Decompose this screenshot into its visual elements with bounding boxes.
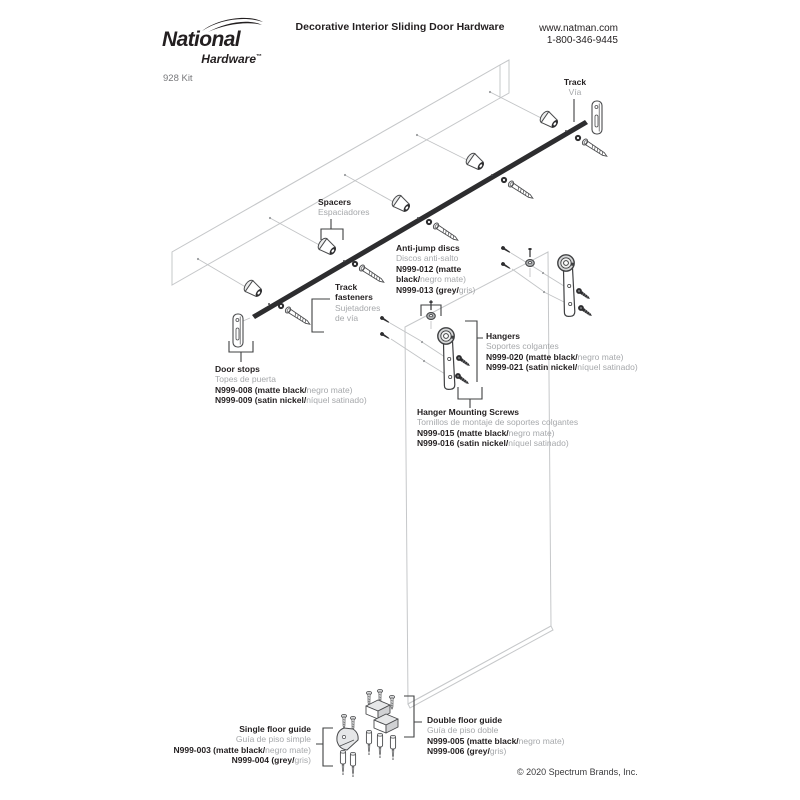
hanger-right-graphic [558, 255, 575, 317]
track-fasteners-label: Track fasteners Sujetadores de vía [335, 282, 381, 324]
copyright-notice: © 2020 Spectrum Brands, Inc. [517, 767, 638, 777]
page-title: Decorative Interior Sliding Door Hardware [295, 21, 505, 33]
brand-subtitle [163, 52, 262, 66]
door-stop-right-graphic [592, 101, 602, 134]
door-panel-graphic [405, 252, 553, 708]
track-label: Track Vía [563, 77, 587, 98]
brand-name: National [162, 28, 241, 51]
single-floor-guide-graphic [337, 714, 358, 776]
single-floor-guide-label: Single floor guide Guía de piso simple N999-003 (matte black/negro mate) N999-004 (grey/gris) [173, 724, 311, 766]
double-floor-guide-graphic [366, 689, 398, 759]
door-stop-left-graphic [233, 314, 243, 347]
hanger-mounting-screws-label: Hanger Mounting Screws Tornillos de montaje de soportes colgantes N999-015 (matte black/negro mate) N999-016 (satin nickel/níquel satinado) [417, 407, 579, 449]
hangers-label: Hangers Soportes colgantes N999-020 (matte black/negro mate) N999-021 (satin nickel/níquel satinado) [486, 331, 638, 373]
website: www.natman.com [539, 23, 618, 34]
kit-number: 928 Kit [163, 73, 193, 84]
brand-subtitle-text: Hardware [201, 52, 256, 66]
contact-info [480, 23, 618, 47]
trademark-symbol: ™ [256, 54, 262, 60]
anti-jump-discs-label: Anti-jump discs Discos anti-salto N999-012 (matte black/negro mate) N999-013 (grey/gris) [396, 243, 476, 295]
phone-number: 1-800-346-9445 [546, 35, 618, 46]
spacers-label: Spacers Espaciadores [318, 197, 370, 218]
double-floor-guide-label: Double floor guide Guía de piso doble N999-005 (matte black/negro mate) N999-006 (grey/gris) [427, 715, 565, 757]
door-stops-label: Door stops Topes de puerta N999-008 (matte black/negro mate) N999-009 (satin nickel/níquel satinado) [215, 364, 367, 406]
